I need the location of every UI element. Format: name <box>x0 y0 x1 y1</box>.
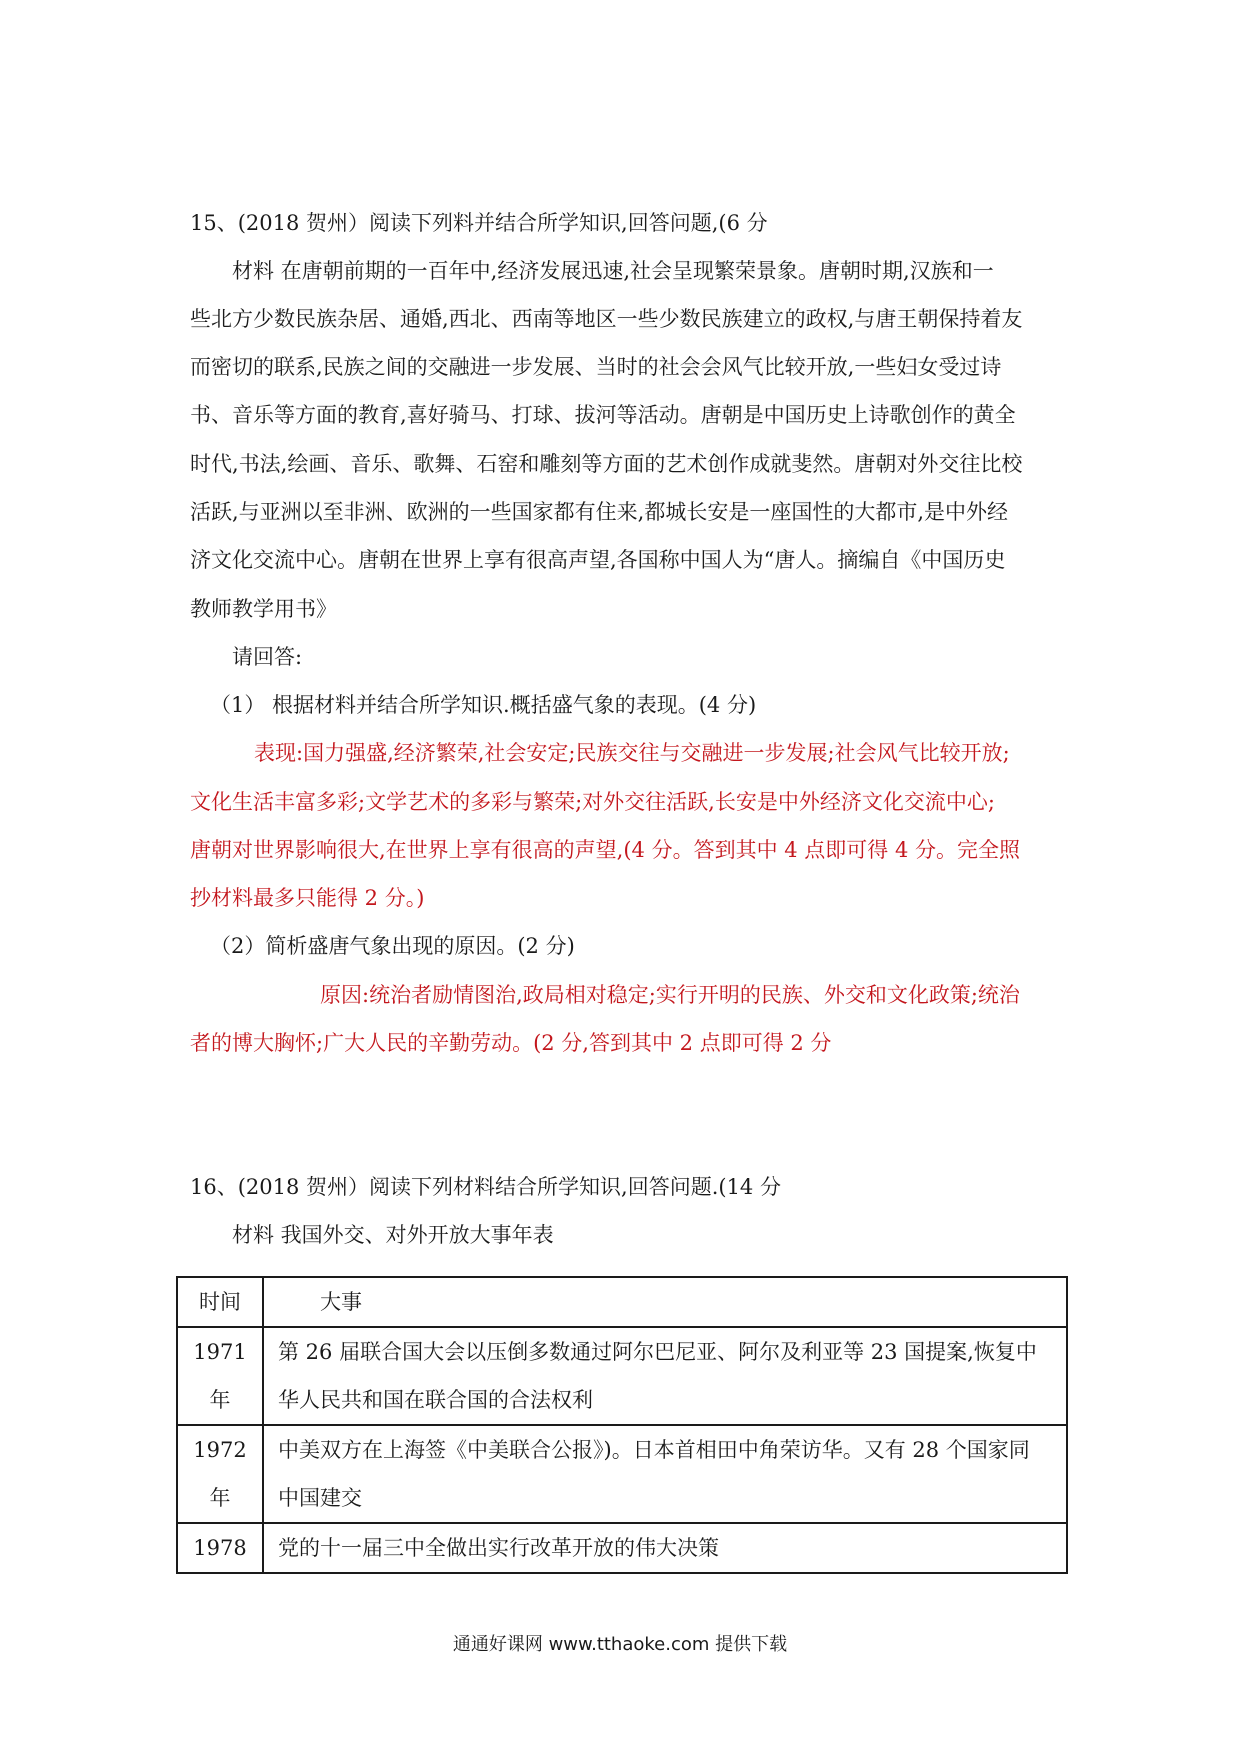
table-header-row <box>177 1277 1067 1327</box>
q15-header: 15、(2018 贺州）阅读下列料并结合所学知识,回答问题,(6 分 <box>190 211 768 235</box>
q15-answer-1-line: 表现:国力强盛,经济繁荣,社会安定;民族交往与交融进一步发展;社会风气比较开放; <box>254 741 1010 765</box>
column-header-event: 大事 <box>320 1290 362 1314</box>
q16-material-title: 材料 我国外交、对外开放大事年表 <box>232 1223 554 1247</box>
table-cell-time: 1971 <box>193 1340 247 1364</box>
q15-answer-2-line: 者的博大胸怀;广大人民的辛勤劳动。(2 分,答到其中 2 点即可得 2 分 <box>190 1031 832 1055</box>
table-row <box>177 1523 1067 1573</box>
q15-subquestion-1: （1） 根据材料并结合所学知识.概括盛气象的表现。(4 分) <box>210 693 757 717</box>
table-cell-event: 中美双方在上海签《中美联合公报》)。日本首相田中角荣访华。又有 28 个国家同 <box>278 1438 1030 1462</box>
table-cell-time: 年 <box>209 1388 231 1412</box>
table-cell-event: 党的十一届三中全做出实行改革开放的伟大决策 <box>278 1536 719 1560</box>
q15-material-line: 些北方少数民族杂居、通婚,西北、西南等地区一些少数民族建立的政权,与唐王朝保持着友 <box>190 307 1023 331</box>
q15-material-line: 书、音乐等方面的教育,喜好骑马、打球、拔河等活动。唐朝是中国历史上诗歌创作的黄全 <box>190 403 1016 427</box>
table-cell-time: 年 <box>209 1486 231 1510</box>
events-table <box>176 1276 1068 1574</box>
table-cell-event: 第 26 届联合国大会以压倒多数通过阿尔巴尼亚、阿尔及利亚等 23 国提案,恢复中 <box>278 1340 1037 1364</box>
q15-answer-1-line: 抄材料最多只能得 2 分。) <box>190 886 425 910</box>
q15-answer-1-line: 文化生活丰富多彩;文学艺术的多彩与繁荣;对外交往活跃,长安是中外经济文化交流中心; <box>190 790 995 814</box>
q15-material-line: 时代,书法,绘画、音乐、歌舞、石窑和雕刻等方面的艺术创作成就斐然。唐朝对外交往比校 <box>190 452 1023 476</box>
q15-material-line: 活跃,与亚洲以至非洲、欧洲的一些国家都有住来,都城长安是一座国性的大都市,是中外经 <box>190 500 1009 524</box>
q15-material-line: 济文化交流中心。唐朝在世界上享有很高声望,各国称中国人为“唐人。摘编自《中国历史 <box>190 548 1006 572</box>
table-cell-event: 中国建交 <box>278 1486 362 1510</box>
q15-subquestion-2: （2）简析盛唐气象出现的原因。(2 分) <box>210 934 575 958</box>
q15-material-line: 教师教学用书》 <box>190 597 337 621</box>
q15-answer-2-line: 原因:统治者励情图治,政局相对稳定;实行开明的民族、外交和文化政策;统治 <box>320 983 1020 1007</box>
q15-material-line: 材料 在唐朝前期的一百年中,经济发展迅速,社会呈现繁荣景象。唐朝时期,汉族和一 <box>232 259 994 283</box>
q15-answer-1-line: 唐朝对世界影响很大,在世界上享有很高的声望,(4 分。答到其中 4 点即可得 4 分。完全照 <box>190 838 1020 862</box>
q15-material-line: 而密切的联系,民族之间的交融进一步发展、当时的社会会风气比较开放,一些妇女受过诗 <box>190 355 1002 379</box>
table-cell-event: 华人民共和国在联合国的合法权利 <box>278 1388 593 1412</box>
table-cell-time: 1978 <box>193 1536 247 1560</box>
table-cell-time: 1972 <box>193 1438 247 1462</box>
q15-prompt: 请回答: <box>232 645 303 669</box>
column-header-time: 时间 <box>199 1290 241 1314</box>
table-row <box>177 1327 1067 1425</box>
table-row <box>177 1425 1067 1523</box>
q16-header: 16、(2018 贺州）阅读下列材料结合所学知识,回答问题.(14 分 <box>190 1175 781 1199</box>
page-footer: 通通好课网 www.tthaoke.com 提供下载 <box>452 1634 788 1655</box>
